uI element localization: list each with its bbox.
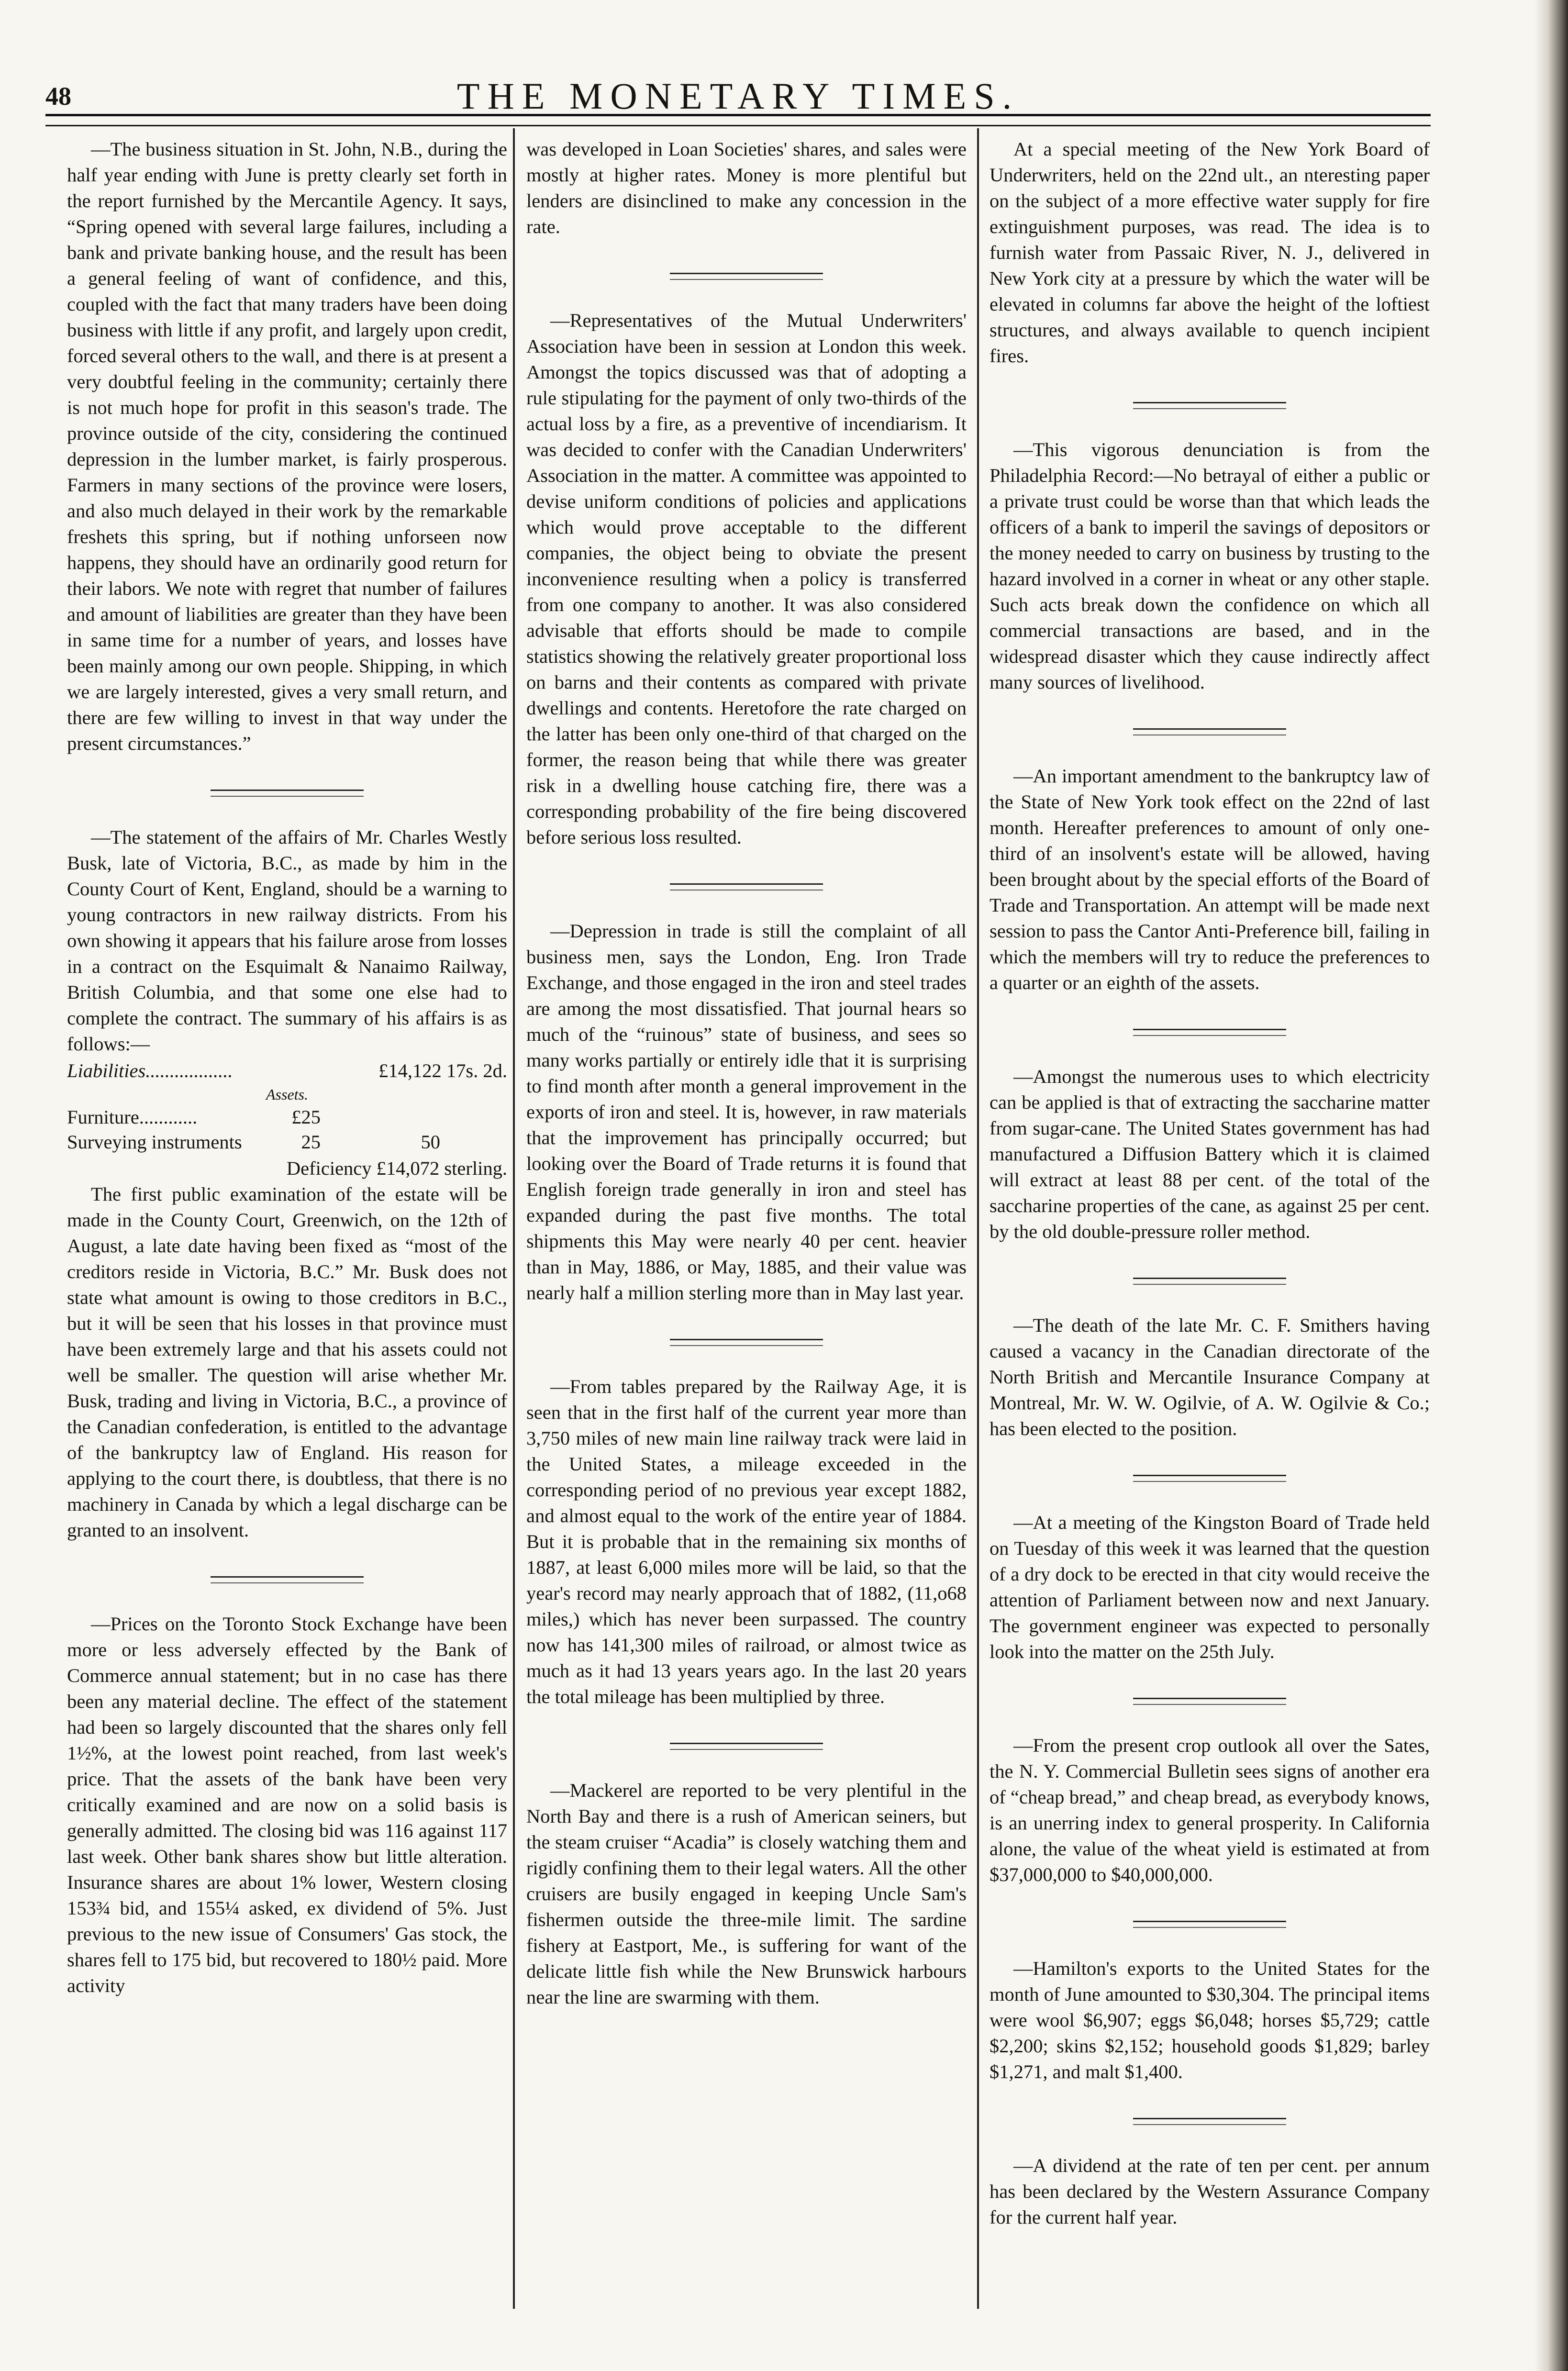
column-1 bbox=[67, 136, 507, 2318]
article-mutual-underwriters: —Representatives of the Mutual Underwriters' Association have been in session at London this week. Amongst the topics discussed was that of adopting a rule stipulating for the payment of only two-thirds of the actual loss by a fire, as a preventive of incendiarism. It was decided to confer with the Canadian Underwriters' Association in the matter. A committee was appointed to devise uniform conditions of policies and applications which would prove acceptable to the different companies, the object being to obviate the present inconvenience resulting when a policy is transferred from one company to another. It was also considered advisable that efforts should be made to compile statistics showing the relatively greater proportional loss on barns and their contents as compared with private dwellings and contents. Heretofore the rate charged on the latter has been only one-third of that charged on the former, the reason being that while there was greater risk in a dwelling house catching fire, there was a corresponding probability of the fire being discovered before serious loss resulted. bbox=[526, 310, 967, 848]
article-separator bbox=[990, 1909, 1430, 1935]
article-separator bbox=[990, 390, 1430, 416]
article-separator bbox=[990, 1686, 1430, 1712]
article-smithers-vacancy: —The death of the late Mr. C. F. Smithers having caused a vacancy in the Canadian directorate of the North British and Mercantile Insurance Company at Montreal, Mr. W. W. Ogilvie, of A. W. Ogilvie & Co.; has been elected to the position. bbox=[990, 1314, 1430, 1439]
article-separator bbox=[990, 716, 1430, 742]
liabilities-value: £14,122 17s. 2d. bbox=[378, 1060, 507, 1081]
busk-account-summary bbox=[67, 1058, 507, 1155]
article-kingston-dry-dock: —At a meeting of the Kingston Board of Trade held on Tuesday of this week it was learned that the question of a dry dock to be erected in that city would receive the attention of Parliament between now and next January. The government engineer was expected to personally look into the matter on the 25th July. bbox=[990, 1512, 1430, 1662]
assets-heading: Assets. bbox=[266, 1086, 308, 1103]
article-electricity-sugar: —Amongst the numerous uses to which electricity can be applied is that of extracting the saccharine matter from sugar-cane. The United States government has had manufactured a Diffusion Battery which it is claimed will extract at least 88 per cent. of the total of the saccharine properties of the cane, as against 25 per cent. by the old double-pressure roller method. bbox=[990, 1066, 1430, 1242]
article-toronto-stock-exchange: —Prices on the Toronto Stock Exchange have been more or less adversely effected by the Bank of Commerce annual statement; but in no case has there been any material decline. The effect of the statement had been so largely discounted that the shares only fell 1½%, at the lowest point reached, from last week's price. That the assets of the bank have been very critically examined and are now on a solid basis is generally admitted. The closing bid was 116 against 117 last week. Other bank shares show but little alteration. Insurance shares are about 1% lower, Western closing 153¾ bid, and 155¼ asked, ex dividend of 5%. Just previous to the new issue of Consumers' Gas stock, the shares fell to 175 bid, but recovered to 180½ paid. More activity bbox=[67, 1613, 507, 1996]
article-loan-societies-cont: was developed in Loan Societies' shares, and sales were mostly at higher rates. Money is more plentiful but lenders are disinclined to make any concession in the rate. bbox=[526, 138, 967, 237]
liabilities-label: Liabilities.................. bbox=[67, 1060, 233, 1081]
column-divider-2 bbox=[977, 128, 979, 2309]
article-philadelphia-record: —This vigorous denunciation is from the Philadelphia Record:—No betrayal of either a public or a private trust could be worse than that which leads the officers of a bank to imperil the savings of depositors or the money needed to carry on business by trusting to the hazard involved in a corner in wheat or any other staple. Such acts break down the confidence on which all commercial transactions are based, and in the widespread disaster which they cause indirectly affect many sources of livelihood. bbox=[990, 439, 1430, 693]
column-3 bbox=[990, 136, 1430, 2318]
newspaper-title: THE MONETARY TIMES. bbox=[456, 75, 1020, 117]
article-trade-depression: —Depression in trade is still the complaint of all business men, says the London, Eng. Iron Trade Exchange, and those engaged in the iron and steel trades are among the most dissatisfied. That journal hears so much of the “ruinous” state of business, and sees so many works partially or entirely idle that it is surprising to find month after month a general improvement in the exports of iron and steel. It is, however, in raw materials that the improvement has principally occurred; but looking over the Board of Trade returns it is found that English foreign trade generally in iron and steel has expanded during the past five months. The total shipments this May were nearly 40 per cent. heavier than in May, 1886, or May, 1885, and their value was nearly half a million sterling more than in May last year. bbox=[526, 920, 967, 1303]
masthead-rule bbox=[45, 114, 1431, 126]
surveying-value: 25 bbox=[301, 1131, 321, 1153]
article-cheap-bread: —From the present crop outlook all over the Sates, the N. Y. Commercial Bulletin sees signs of another era of “cheap bread,” and cheap bread, as everybody knows, is an unerring index to general prosperity. In California alone, the value of the wheat yield is estimated at from $37,000,000 to $40,000,000. bbox=[990, 1735, 1430, 1885]
article-separator bbox=[990, 1017, 1430, 1043]
article-separator bbox=[526, 871, 967, 897]
column-divider-1 bbox=[513, 128, 515, 2309]
surveying-label: Surveying instruments bbox=[67, 1131, 242, 1153]
article-ny-underwriters: At a special meeting of the New York Board of Underwriters, held on the 22nd ult., an nteresting paper on the subject of a more effective water supply for fire extinguishment purposes, was read. The idea is to furnish water from Passaic River, N. J., delivered in New York city at a pressure by which the water will be elevated in columns far above the height of the loftiest structures, and always available to quench incipient fires. bbox=[990, 138, 1430, 367]
article-separator bbox=[67, 778, 507, 803]
column-2 bbox=[526, 136, 967, 2318]
article-separator bbox=[526, 1731, 967, 1757]
furniture-label: Furniture............ bbox=[67, 1106, 198, 1128]
assets-total: 50 bbox=[421, 1131, 440, 1153]
deficiency-line: Deficiency £14,072 sterling. bbox=[286, 1158, 507, 1179]
article-railway-age: —From tables prepared by the Railway Age, it is seen that in the first half of the current year more than 3,750 miles of new main line railway track were laid in the United States, a mileage exceeded in the corresponding period of no previous year except 1882, and almost equal to the work of the entire year of 1884. But it is probable that in the remaining six months of 1887, at least 6,000 miles more will be laid, so that the year's record may nearly approach that of 1882, (11,o68 miles,) which has never been surpassed. The country now has 141,300 miles of railroad, or almost twice as much as it had 13 years years ago. In the last 20 years the total mileage has been multiplied by three. bbox=[526, 1376, 967, 1707]
article-separator bbox=[526, 261, 967, 287]
article-hamilton-exports: —Hamilton's exports to the United States for the month of June amounted to $30,304. The principal items were wool $6,907; eggs $6,048; horses $5,729; cattle $2,200; skins $2,152; household goods $1,829; barley $1,271, and malt $1,400. bbox=[990, 1958, 1430, 2082]
furniture-value: £25 bbox=[291, 1106, 321, 1128]
page-number: 48 bbox=[45, 82, 71, 111]
article-busk-affairs: —The statement of the affairs of Mr. Charles Westly Busk, late of Victoria, B.C., as made by him in the County Court of Kent, England, should be a warning to young contractors in new railway districts. From his own showing it appears that his failure arose from losses in a contract on the Esquimalt & Nanaimo Railway, British Columbia, and that some one else had to complete the contract. The summary of his affairs is as follows:— bbox=[67, 826, 507, 1055]
article-separator bbox=[990, 1463, 1430, 1489]
article-separator bbox=[990, 2106, 1430, 2132]
article-separator bbox=[526, 1327, 967, 1353]
page-binding-edge bbox=[1535, 0, 1568, 2371]
article-bankruptcy-amendment: —An important amendment to the bankruptcy law of the State of New York took effect on the 22nd of last month. Hereafter preferences to amount of only one-third of an insolvent's estate will be allowed, having been brought about by the special efforts of the Board of Trade and Transportation. An attempt will be made next session to pass the Cantor Anti-Preference bill, failing in which the members will try to reduce the preferences to a quarter or an eighth of the assets. bbox=[990, 765, 1430, 993]
article-separator bbox=[67, 1564, 507, 1590]
article-st-john-business: —The business situation in St. John, N.B., during the half year ending with June is pretty clearly set forth in the report furnished by the Mercantile Agency. It says, “Spring opened with several large failures, including a bank and private banking house, and the result has been a general feeling of want of confidence, and this, coupled with the fact that many traders have been doing business with little if any profit, and largely upon credit, forced several others to the wall, and there is at present a very doubtful feeling in the community; certainly there is not much hope for profit in this season's trade. The province outside of the city, considering the continued depression in the lumber market, is fairly prosperous. Farmers in many sections of the province were losers, and also much delayed in their work by the remarkable freshets this spring, but if nothing unforseen now happens, they should have an ordinarily good return for their labors. We note with regret that number of failures and amount of liabilities are greater than they have been in same time for a number of years, and losses have been mainly among our own people. Shipping, in which we are largely interested, gives a very small return, and there are few willing to invest in that way under the present circumstances.” bbox=[67, 138, 507, 754]
article-mackerel: —Mackerel are reported to be very plentiful in the North Bay and there is a rush of American seiners, but the steam cruiser “Acadia” is closely watching them and rigidly confining them to their legal waters. All the other cruisers are busily engaged in keeping Uncle Sam's fishermen outside the three-mile limit. The sardine fishery at Eastport, Me., is suffering for want of the delicate little fish while the New Brunswick harbours near the line are swarming with them. bbox=[526, 1780, 967, 2008]
article-busk-examination: The first public examination of the estate will be made in the County Court, Greenwich, on the 12th of August, a late date having been fixed as “most of the creditors reside in Victoria, B.C.” Mr. Busk does not state what amount is owing to those creditors in B.C., but it will be seen that his losses in that province must have been extremely large and that his assets could not well be smaller. The question will arise whether Mr. Busk, trading and living in Victoria, B.C., a province of the Canadian confederation, is entitled to the advantage of the bankruptcy law of England. His reason for applying to the court there, is doubtless, that there is no machinery in Canada by which a legal discharge can be granted to an insolvent. bbox=[67, 1183, 507, 1541]
article-western-assurance-dividend: —A dividend at the rate of ten per cent. per annum has been declared by the Western Assurance Company for the current half year. bbox=[990, 2155, 1430, 2228]
article-separator bbox=[990, 1266, 1430, 1291]
